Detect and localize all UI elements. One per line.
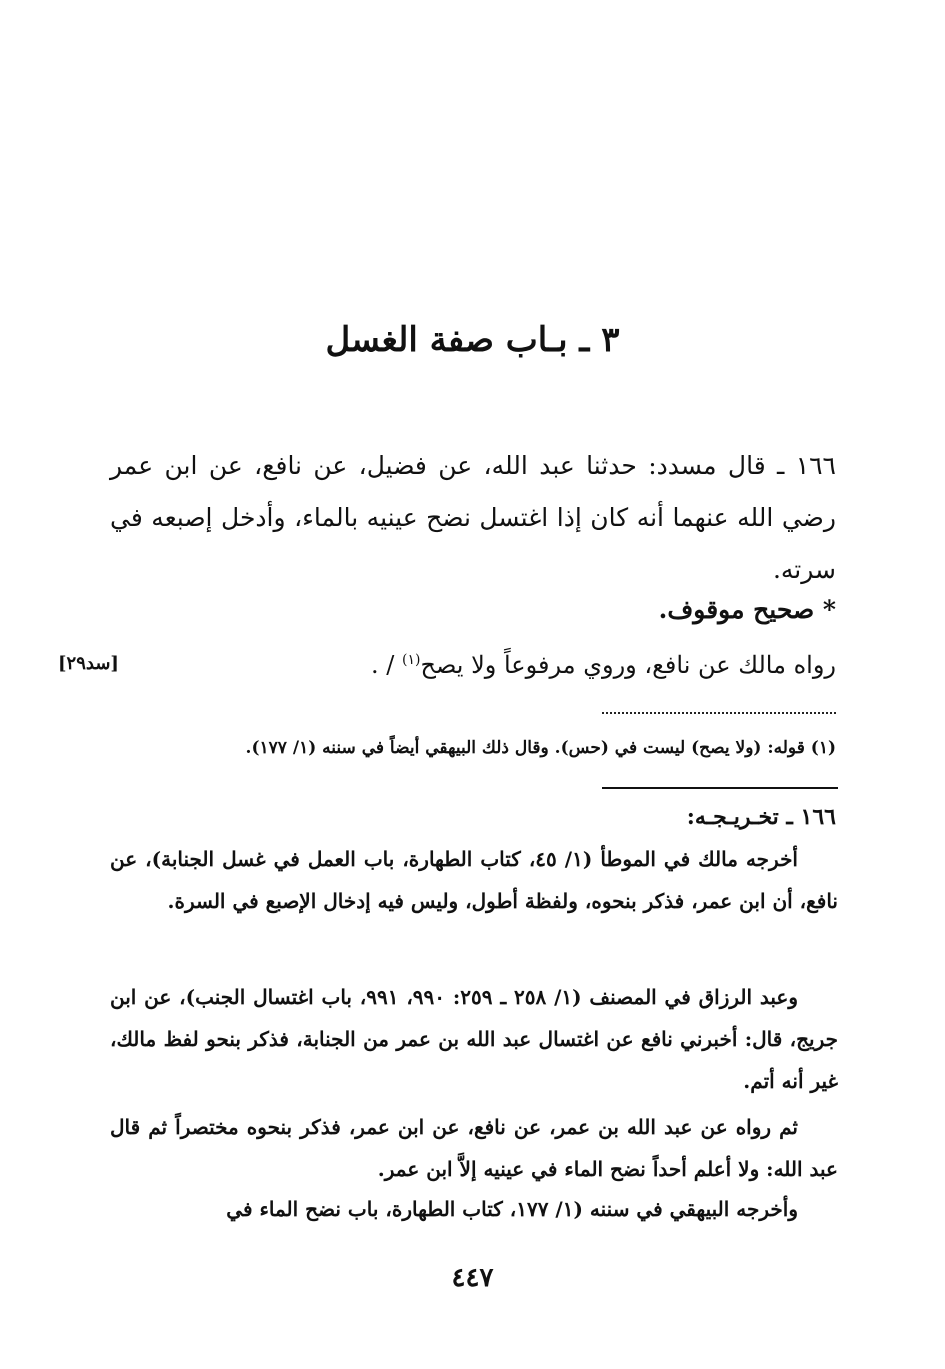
chapter-title: ٣ ـ بـاب صفة الغسل bbox=[325, 320, 620, 360]
footnote-1: (١) قوله: (ولا يصح) ليست في (حس). وقال ذلك البيهقي أيضاً في سننه (١/ ١٧٧). bbox=[245, 738, 836, 758]
takhrij-paragraph: وأخرجه البيهقي في سننه (١/ ١٧٧، كتاب الطهارة، باب نضح الماء في bbox=[226, 1197, 798, 1221]
hadith-text: ١٦٦ ـ قال مسدد: حدثنا عبد الله، عن فضيل، عن نافع، عن ابن عمر رضي الله عنهما أنه كان إذا اغتسل نضح عينيه بالماء، وأدخل إصبعه في سرته. bbox=[110, 451, 836, 584]
narration-end: / . bbox=[371, 651, 402, 679]
page-number: ٤٤٧ bbox=[451, 1263, 494, 1293]
hadith-grading: * صحيح موقوف. bbox=[658, 595, 836, 624]
footnote-divider bbox=[602, 712, 836, 714]
narration-line bbox=[110, 640, 836, 685]
takhrij-divider bbox=[602, 787, 838, 789]
manuscript-siglum: [سد٢٩] bbox=[58, 653, 119, 674]
narration-text: رواه مالك عن نافع، وروي مرفوعاً ولا يصح bbox=[420, 651, 836, 679]
takhrij-paragraph: ثم رواه عن عبد الله بن عمر، عن نافع، عن ابن عمر، فذكر بنحوه مختصراً ثم قال عبد الله: ولا أعلم أحداً نضح الماء في عينيه إلاَّ ابن عمر. bbox=[110, 1115, 838, 1181]
takhrij-heading: ١٦٦ ـ تخـريـجـه: bbox=[686, 804, 836, 830]
footnote-marker: (١) bbox=[402, 652, 421, 668]
takhrij-paragraph: أخرجه مالك في الموطأ (١/ ٤٥، كتاب الطهارة، باب العمل في غسل الجنابة)، عن نافع، أن ابن عمر، فذكر بنحوه، ولفظة أطول، وليس فيه إدخال الإصبع في السرة. bbox=[110, 847, 838, 913]
takhrij-paragraph: وعبد الرزاق في المصنف (١/ ٢٥٨ ـ ٢٥٩: ٩٩٠، ٩٩١، باب اغتسال الجنب)، عن ابن جريج، قال: أخبرني نافع عن اغتسال عبد الله بن عمر من الجنابة، فذكر بنحو لفظ مالك، غير أنه أتم. bbox=[110, 985, 838, 1093]
